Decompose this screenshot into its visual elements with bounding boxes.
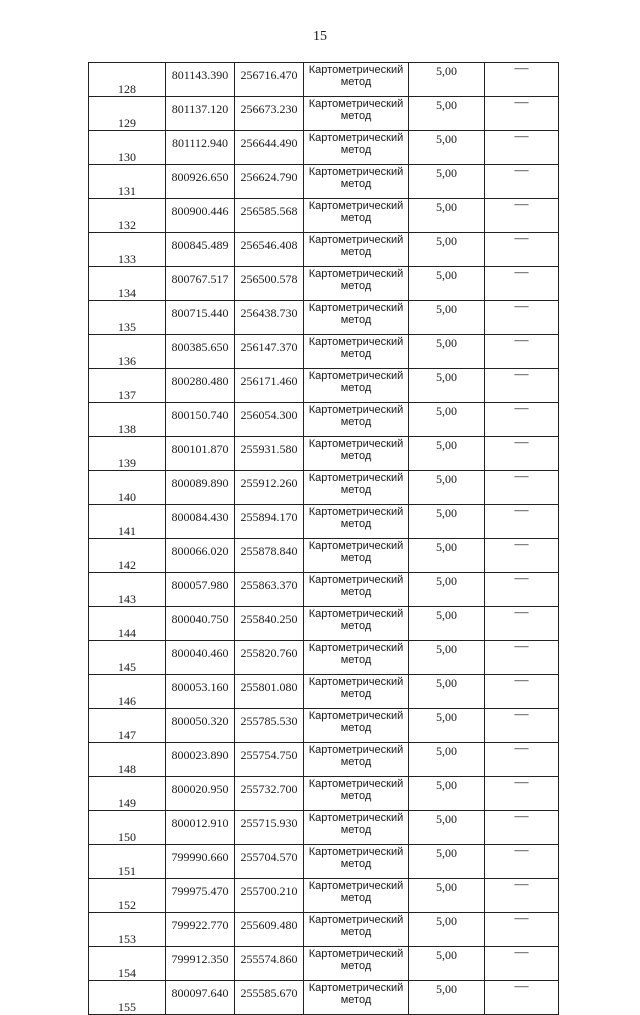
method-line-2: метод — [340, 382, 372, 394]
x-coordinate-cell: 800040.460 — [166, 641, 235, 675]
method-line-2: метод — [340, 314, 372, 326]
table-row — [89, 505, 559, 539]
x-coordinate-cell: 799990.660 — [166, 845, 235, 879]
method-line-1: Картометрический — [308, 982, 404, 994]
method-cell — [304, 981, 409, 1015]
table-row — [89, 233, 559, 267]
method-line-2: метод — [340, 518, 372, 530]
table-row — [89, 471, 559, 505]
y-coordinate-cell: 256673.230 — [235, 97, 304, 131]
method-line-2: метод — [340, 824, 372, 836]
method-cell — [304, 233, 409, 267]
method-line-2: метод — [340, 484, 372, 496]
method-line-1: Картометрический — [308, 506, 404, 518]
x-coordinate-cell: 800900.446 — [166, 199, 235, 233]
method-cell — [304, 641, 409, 675]
accuracy-cell: 5,00 — [409, 913, 485, 947]
note-cell: — — [485, 913, 559, 947]
x-coordinate-cell: 799975.470 — [166, 879, 235, 913]
y-coordinate-cell: 256500.578 — [235, 267, 304, 301]
accuracy-cell: 5,00 — [409, 505, 485, 539]
y-coordinate-cell: 255732.700 — [235, 777, 304, 811]
accuracy-cell: 5,00 — [409, 437, 485, 471]
accuracy-cell: 5,00 — [409, 165, 485, 199]
x-coordinate-cell: 800023.890 — [166, 743, 235, 777]
x-coordinate-cell: 800057.980 — [166, 573, 235, 607]
accuracy-cell: 5,00 — [409, 199, 485, 233]
method-cell — [304, 879, 409, 913]
point-number-cell: 129 — [89, 97, 166, 131]
point-number-cell: 132 — [89, 199, 166, 233]
method-line-2: метод — [340, 994, 372, 1006]
method-line-2: метод — [340, 620, 372, 632]
y-coordinate-cell: 255878.840 — [235, 539, 304, 573]
accuracy-cell: 5,00 — [409, 573, 485, 607]
note-cell: — — [485, 879, 559, 913]
accuracy-cell: 5,00 — [409, 743, 485, 777]
point-number-cell: 130 — [89, 131, 166, 165]
method-cell — [304, 913, 409, 947]
method-line-2: метод — [340, 212, 372, 224]
y-coordinate-cell: 256147.370 — [235, 335, 304, 369]
method-line-2: метод — [340, 348, 372, 360]
note-cell: — — [485, 607, 559, 641]
accuracy-cell: 5,00 — [409, 777, 485, 811]
method-line-2: метод — [340, 144, 372, 156]
method-cell — [304, 743, 409, 777]
note-cell: — — [485, 369, 559, 403]
note-cell: — — [485, 709, 559, 743]
table-row — [89, 403, 559, 437]
coordinates-table — [88, 62, 559, 1015]
method-line-1: Картометрический — [308, 880, 404, 892]
note-cell: — — [485, 675, 559, 709]
table-row — [89, 97, 559, 131]
x-coordinate-cell: 800020.950 — [166, 777, 235, 811]
method-line-1: Картометрический — [308, 200, 404, 212]
method-line-1: Картометрический — [308, 778, 404, 790]
y-coordinate-cell: 255715.930 — [235, 811, 304, 845]
method-cell — [304, 369, 409, 403]
method-cell — [304, 63, 409, 97]
accuracy-cell: 5,00 — [409, 675, 485, 709]
y-coordinate-cell: 255574.860 — [235, 947, 304, 981]
point-number-cell: 154 — [89, 947, 166, 981]
y-coordinate-cell: 256438.730 — [235, 301, 304, 335]
point-number-cell: 155 — [89, 981, 166, 1015]
method-line-2: метод — [340, 790, 372, 802]
note-cell: — — [485, 233, 559, 267]
x-coordinate-cell: 800385.650 — [166, 335, 235, 369]
accuracy-cell: 5,00 — [409, 97, 485, 131]
y-coordinate-cell: 256644.490 — [235, 131, 304, 165]
accuracy-cell: 5,00 — [409, 471, 485, 505]
x-coordinate-cell: 800280.480 — [166, 369, 235, 403]
y-coordinate-cell: 255585.670 — [235, 981, 304, 1015]
note-cell: — — [485, 777, 559, 811]
note-cell: — — [485, 165, 559, 199]
method-line-2: метод — [340, 178, 372, 190]
method-cell — [304, 165, 409, 199]
point-number-cell: 145 — [89, 641, 166, 675]
y-coordinate-cell: 255863.370 — [235, 573, 304, 607]
point-number-cell: 142 — [89, 539, 166, 573]
table-body — [89, 63, 559, 1015]
method-line-2: метод — [340, 756, 372, 768]
method-line-1: Картометрический — [308, 744, 404, 756]
accuracy-cell: 5,00 — [409, 845, 485, 879]
note-cell: — — [485, 437, 559, 471]
y-coordinate-cell: 255840.250 — [235, 607, 304, 641]
method-line-1: Картометрический — [308, 472, 404, 484]
method-line-2: метод — [340, 246, 372, 258]
method-line-1: Картометрический — [308, 574, 404, 586]
x-coordinate-cell: 800084.430 — [166, 505, 235, 539]
table-row — [89, 301, 559, 335]
table-row — [89, 539, 559, 573]
y-coordinate-cell: 255931.580 — [235, 437, 304, 471]
accuracy-cell: 5,00 — [409, 369, 485, 403]
table-row — [89, 131, 559, 165]
x-coordinate-cell: 800845.489 — [166, 233, 235, 267]
method-line-1: Картометрический — [308, 540, 404, 552]
note-cell: — — [485, 947, 559, 981]
table-row — [89, 63, 559, 97]
table-row — [89, 199, 559, 233]
accuracy-cell: 5,00 — [409, 811, 485, 845]
table-row — [89, 267, 559, 301]
method-line-1: Картометрический — [308, 268, 404, 280]
method-line-2: метод — [340, 654, 372, 666]
point-number-cell: 137 — [89, 369, 166, 403]
y-coordinate-cell: 256585.568 — [235, 199, 304, 233]
method-line-2: метод — [340, 926, 372, 938]
note-cell: — — [485, 573, 559, 607]
accuracy-cell: 5,00 — [409, 403, 485, 437]
x-coordinate-cell: 800767.517 — [166, 267, 235, 301]
method-cell — [304, 267, 409, 301]
point-number-cell: 144 — [89, 607, 166, 641]
method-line-1: Картометрический — [308, 812, 404, 824]
table-row — [89, 641, 559, 675]
y-coordinate-cell: 255912.260 — [235, 471, 304, 505]
point-number-cell: 146 — [89, 675, 166, 709]
method-cell — [304, 131, 409, 165]
method-line-1: Картометрический — [308, 710, 404, 722]
page-number: 15 — [313, 29, 327, 44]
accuracy-cell: 5,00 — [409, 267, 485, 301]
accuracy-cell: 5,00 — [409, 709, 485, 743]
method-cell — [304, 947, 409, 981]
y-coordinate-cell: 255754.750 — [235, 743, 304, 777]
method-cell — [304, 777, 409, 811]
method-cell — [304, 301, 409, 335]
y-coordinate-cell: 255700.210 — [235, 879, 304, 913]
method-line-2: метод — [340, 892, 372, 904]
accuracy-cell: 5,00 — [409, 947, 485, 981]
table-row — [89, 335, 559, 369]
method-line-1: Картометрический — [308, 642, 404, 654]
y-coordinate-cell: 255894.170 — [235, 505, 304, 539]
note-cell: — — [485, 539, 559, 573]
method-line-1: Картометрический — [308, 234, 404, 246]
method-line-2: метод — [340, 76, 372, 88]
x-coordinate-cell: 800926.650 — [166, 165, 235, 199]
accuracy-cell: 5,00 — [409, 879, 485, 913]
method-line-1: Картометрический — [308, 846, 404, 858]
table-row — [89, 437, 559, 471]
method-line-1: Картометрический — [308, 166, 404, 178]
x-coordinate-cell: 800150.740 — [166, 403, 235, 437]
note-cell: — — [485, 267, 559, 301]
point-number-cell: 153 — [89, 913, 166, 947]
point-number-cell: 141 — [89, 505, 166, 539]
method-line-1: Картометрический — [308, 302, 404, 314]
table-row — [89, 709, 559, 743]
method-cell — [304, 709, 409, 743]
accuracy-cell: 5,00 — [409, 607, 485, 641]
point-number-cell: 148 — [89, 743, 166, 777]
method-line-2: метод — [340, 858, 372, 870]
method-cell — [304, 845, 409, 879]
point-number-cell: 149 — [89, 777, 166, 811]
x-coordinate-cell: 800089.890 — [166, 471, 235, 505]
method-line-1: Картометрический — [308, 370, 404, 382]
method-cell — [304, 675, 409, 709]
table-row — [89, 777, 559, 811]
table-row — [89, 165, 559, 199]
method-line-2: метод — [340, 110, 372, 122]
note-cell: — — [485, 97, 559, 131]
method-line-2: метод — [340, 416, 372, 428]
method-cell — [304, 199, 409, 233]
point-number-cell: 147 — [89, 709, 166, 743]
table-row — [89, 811, 559, 845]
accuracy-cell: 5,00 — [409, 63, 485, 97]
note-cell: — — [485, 505, 559, 539]
x-coordinate-cell: 799922.770 — [166, 913, 235, 947]
method-cell — [304, 505, 409, 539]
x-coordinate-cell: 801112.940 — [166, 131, 235, 165]
y-coordinate-cell: 256054.300 — [235, 403, 304, 437]
note-cell: — — [485, 981, 559, 1015]
note-cell: — — [485, 845, 559, 879]
table-row — [89, 879, 559, 913]
point-number-cell: 152 — [89, 879, 166, 913]
x-coordinate-cell: 800066.020 — [166, 539, 235, 573]
method-cell — [304, 811, 409, 845]
accuracy-cell: 5,00 — [409, 233, 485, 267]
note-cell: — — [485, 63, 559, 97]
point-number-cell: 135 — [89, 301, 166, 335]
note-cell: — — [485, 199, 559, 233]
note-cell: — — [485, 131, 559, 165]
method-cell — [304, 437, 409, 471]
method-line-2: метод — [340, 450, 372, 462]
accuracy-cell: 5,00 — [409, 335, 485, 369]
method-cell — [304, 573, 409, 607]
x-coordinate-cell: 800050.320 — [166, 709, 235, 743]
method-cell — [304, 471, 409, 505]
note-cell: — — [485, 301, 559, 335]
method-line-1: Картометрический — [308, 132, 404, 144]
x-coordinate-cell: 800097.640 — [166, 981, 235, 1015]
y-coordinate-cell: 255704.570 — [235, 845, 304, 879]
method-cell — [304, 335, 409, 369]
point-number-cell: 134 — [89, 267, 166, 301]
method-line-2: метод — [340, 552, 372, 564]
method-cell — [304, 97, 409, 131]
x-coordinate-cell: 800101.870 — [166, 437, 235, 471]
method-line-1: Картометрический — [308, 64, 404, 76]
point-number-cell: 136 — [89, 335, 166, 369]
x-coordinate-cell: 800053.160 — [166, 675, 235, 709]
accuracy-cell: 5,00 — [409, 301, 485, 335]
method-line-1: Картометрический — [308, 948, 404, 960]
y-coordinate-cell: 255785.530 — [235, 709, 304, 743]
x-coordinate-cell: 799912.350 — [166, 947, 235, 981]
table-row — [89, 845, 559, 879]
table-row — [89, 913, 559, 947]
method-cell — [304, 539, 409, 573]
point-number-cell: 150 — [89, 811, 166, 845]
method-line-1: Картометрический — [308, 914, 404, 926]
y-coordinate-cell: 255801.080 — [235, 675, 304, 709]
accuracy-cell: 5,00 — [409, 539, 485, 573]
table-row — [89, 573, 559, 607]
method-cell — [304, 403, 409, 437]
y-coordinate-cell: 256171.460 — [235, 369, 304, 403]
x-coordinate-cell: 801137.120 — [166, 97, 235, 131]
method-line-2: метод — [340, 586, 372, 598]
y-coordinate-cell: 255820.760 — [235, 641, 304, 675]
table-row — [89, 981, 559, 1015]
y-coordinate-cell: 256546.408 — [235, 233, 304, 267]
method-line-2: метод — [340, 688, 372, 700]
table-row — [89, 369, 559, 403]
x-coordinate-cell: 800040.750 — [166, 607, 235, 641]
note-cell: — — [485, 471, 559, 505]
point-number-cell: 151 — [89, 845, 166, 879]
y-coordinate-cell: 255609.480 — [235, 913, 304, 947]
method-line-1: Картометрический — [308, 676, 404, 688]
method-cell — [304, 607, 409, 641]
table-row — [89, 743, 559, 777]
point-number-cell: 140 — [89, 471, 166, 505]
x-coordinate-cell: 800715.440 — [166, 301, 235, 335]
note-cell: — — [485, 335, 559, 369]
note-cell: — — [485, 811, 559, 845]
point-number-cell: 131 — [89, 165, 166, 199]
note-cell: — — [485, 641, 559, 675]
x-coordinate-cell: 800012.910 — [166, 811, 235, 845]
accuracy-cell: 5,00 — [409, 131, 485, 165]
method-line-1: Картометрический — [308, 98, 404, 110]
x-coordinate-cell: 801143.390 — [166, 63, 235, 97]
method-line-1: Картометрический — [308, 608, 404, 620]
point-number-cell: 139 — [89, 437, 166, 471]
note-cell: — — [485, 403, 559, 437]
point-number-cell: 143 — [89, 573, 166, 607]
table-row — [89, 675, 559, 709]
table-row — [89, 947, 559, 981]
table-row — [89, 607, 559, 641]
point-number-cell: 138 — [89, 403, 166, 437]
y-coordinate-cell: 256624.790 — [235, 165, 304, 199]
point-number-cell: 133 — [89, 233, 166, 267]
note-cell: — — [485, 743, 559, 777]
accuracy-cell: 5,00 — [409, 981, 485, 1015]
point-number-cell: 128 — [89, 63, 166, 97]
method-line-1: Картометрический — [308, 336, 404, 348]
method-line-2: метод — [340, 722, 372, 734]
method-line-1: Картометрический — [308, 404, 404, 416]
y-coordinate-cell: 256716.470 — [235, 63, 304, 97]
method-line-2: метод — [340, 280, 372, 292]
accuracy-cell: 5,00 — [409, 641, 485, 675]
method-line-2: метод — [340, 960, 372, 972]
method-line-1: Картометрический — [308, 438, 404, 450]
